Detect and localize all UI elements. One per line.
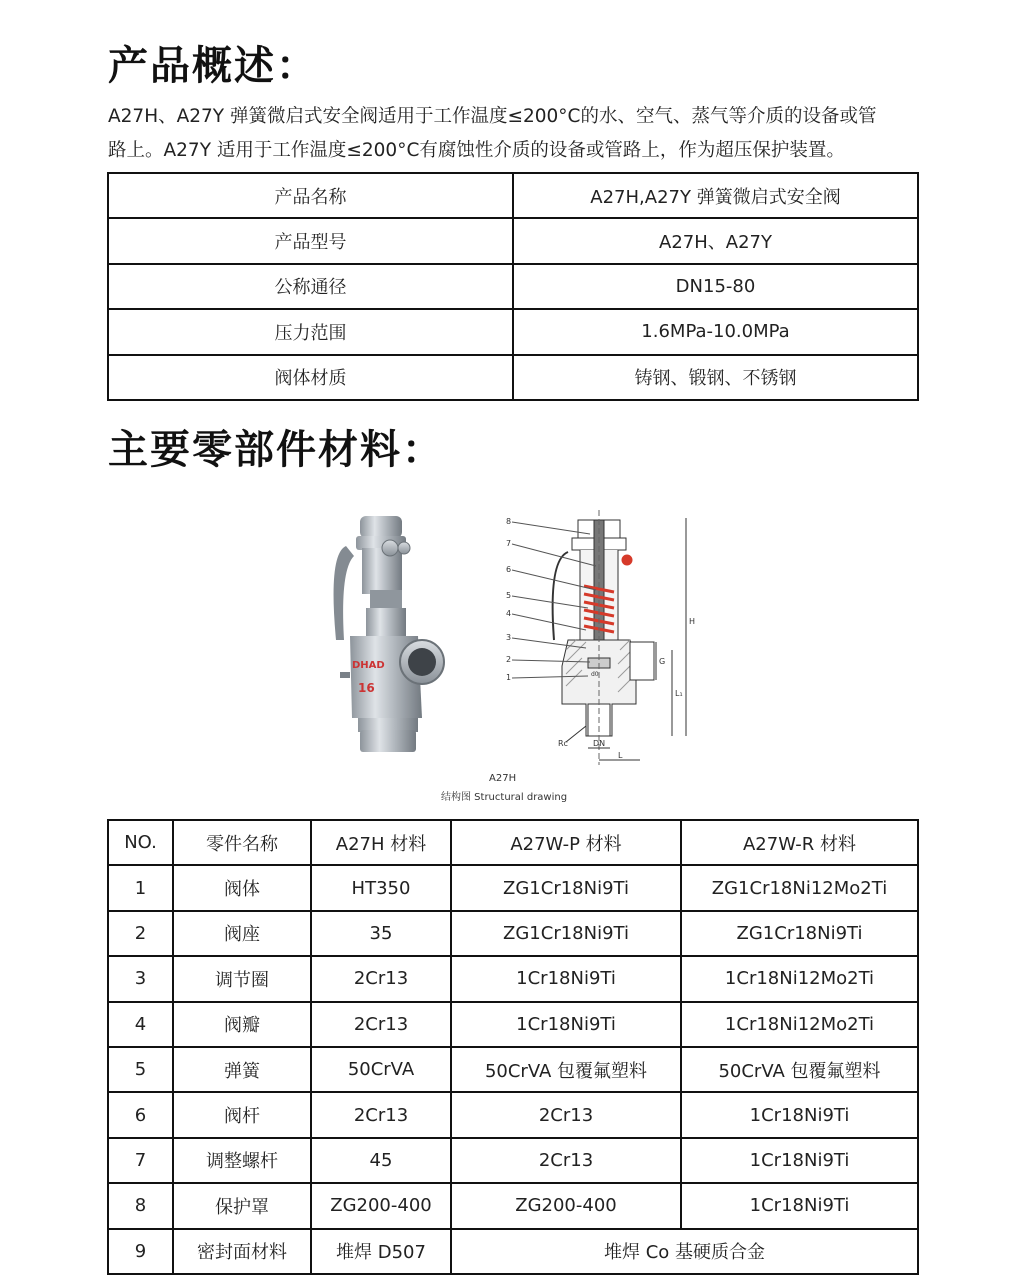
cell-a27h: 35 [311,911,451,956]
spec-value: A27H、A27Y [513,218,918,263]
cell-a27wp: 2Cr13 [451,1138,681,1183]
dim-label-d0: d0 [591,671,599,678]
cell-no: 7 [108,1138,173,1183]
table-header-row [108,820,918,865]
valve-photo [334,516,444,752]
spec-table [107,172,919,401]
cell-part: 保护罩 [173,1183,311,1228]
cell-a27wr: 1Cr18Ni9Ti [681,1092,918,1137]
cell-part: 弹簧 [173,1047,311,1092]
cell-a27h: 50CrVA [311,1047,451,1092]
callout-5: 5 [506,591,512,600]
cell-part: 阀瓣 [173,1002,311,1047]
cell-part: 调整螺杆 [173,1138,311,1183]
cell-no: 5 [108,1047,173,1092]
cell-a27wp: ZG200-400 [451,1183,681,1228]
callout-7: 7 [506,539,512,548]
spec-value: 1.6MPa-10.0MPa [513,309,918,354]
table-row [108,1092,918,1137]
product-figure [300,490,720,810]
spec-value: DN15-80 [513,264,918,309]
table-row [108,1047,918,1092]
cell-part: 阀座 [173,911,311,956]
cell-a27wp: ZG1Cr18Ni9Ti [451,865,681,910]
column-header: 零件名称 [173,820,311,865]
callout-2: 2 [506,655,512,664]
column-header: NO. [108,820,173,865]
valve-body-mark-top: DHAD [352,660,385,671]
column-header: A27W-R 材料 [681,820,918,865]
cell-a27h: 2Cr13 [311,1002,451,1047]
dim-label-l: L [618,751,623,760]
structural-drawing [512,510,686,765]
cell-a27h: 45 [311,1138,451,1183]
column-header: A27H 材料 [311,820,451,865]
cell-part: 阀杆 [173,1092,311,1137]
cell-a27wp: 1Cr18Ni9Ti [451,956,681,1001]
dim-label-h: H [689,617,696,626]
spec-value: 铸钢、锻钢、不锈钢 [513,355,918,400]
cell-a27wp: 2Cr13 [451,1092,681,1137]
cell-a27wr: ZG1Cr18Ni12Mo2Ti [681,865,918,910]
cell-a27wr: ZG1Cr18Ni9Ti [681,911,918,956]
dim-label-dn: DN [593,739,606,748]
parts-table [107,819,919,1275]
spec-label: 公称通径 [108,264,513,309]
cell-a27h: 2Cr13 [311,956,451,1001]
table-row [108,1229,918,1274]
cell-a27wp: 1Cr18Ni9Ti [451,1002,681,1047]
cell-no: 9 [108,1229,173,1274]
table-row [108,355,918,400]
spec-value: A27H,A27Y 弹簧微启式安全阀 [513,173,918,218]
table-row [108,218,918,263]
cell-no: 4 [108,1002,173,1047]
cell-a27wr: 1Cr18Ni9Ti [681,1138,918,1183]
intro-line-2: 路上。A27Y 适用于工作温度≤200°C有腐蚀性介质的设备或管路上，作为超压保护装置。 [108,140,845,161]
dim-label-rc: Rc [558,739,568,748]
cell-part: 调节圈 [173,956,311,1001]
drawing-model-caption: A27H [489,773,517,784]
cell-a27wp: ZG1Cr18Ni9Ti [451,911,681,956]
overview-heading: 产品概述： [108,43,318,89]
table-row [108,1138,918,1183]
table-row [108,309,918,354]
column-header: A27W-P 材料 [451,820,681,865]
valve-body-mark-bottom: 16 [358,681,375,695]
intro-line-1: A27H、A27Y 弹簧微启式安全阀适用于工作温度≤200°C的水、空气、蒸气等介质的设备或管 [108,106,877,127]
cell-no: 8 [108,1183,173,1228]
cell-merged-material: 堆焊 Co 基硬质合金 [451,1229,918,1274]
dim-label-g: G [659,657,666,666]
spec-label: 产品名称 [108,173,513,218]
callout-1: 1 [506,673,512,682]
drawing-structure-caption: 结构图 Structural drawing [441,792,568,803]
spec-label: 压力范围 [108,309,513,354]
cell-a27wp: 50CrVA 包覆氟塑料 [451,1047,681,1092]
materials-heading: 主要零部件材料： [108,427,444,473]
valve-illustration [300,490,720,810]
callout-3: 3 [506,633,512,642]
cell-a27h: ZG200-400 [311,1183,451,1228]
callout-6: 6 [506,565,512,574]
callout-8: 8 [506,517,512,526]
table-row [108,1002,918,1047]
dim-label-l1: L₁ [675,689,683,698]
table-row [108,956,918,1001]
cell-part: 阀体 [173,865,311,910]
cell-a27h: 堆焊 D507 [311,1229,451,1274]
table-row [108,865,918,910]
cell-a27wr: 1Cr18Ni9Ti [681,1183,918,1228]
callout-4: 4 [506,609,512,618]
cell-no: 6 [108,1092,173,1137]
table-row [108,173,918,218]
cell-no: 3 [108,956,173,1001]
cell-no: 1 [108,865,173,910]
spec-label: 产品型号 [108,218,513,263]
cell-a27wr: 50CrVA 包覆氟塑料 [681,1047,918,1092]
cell-part: 密封面材料 [173,1229,311,1274]
cell-a27wr: 1Cr18Ni12Mo2Ti [681,956,918,1001]
intro-paragraph [108,100,928,168]
cell-a27wr: 1Cr18Ni12Mo2Ti [681,1002,918,1047]
spec-label: 阀体材质 [108,355,513,400]
cell-a27h: HT350 [311,865,451,910]
table-row [108,1183,918,1228]
cell-no: 2 [108,911,173,956]
cell-a27h: 2Cr13 [311,1092,451,1137]
table-row [108,264,918,309]
table-row [108,911,918,956]
